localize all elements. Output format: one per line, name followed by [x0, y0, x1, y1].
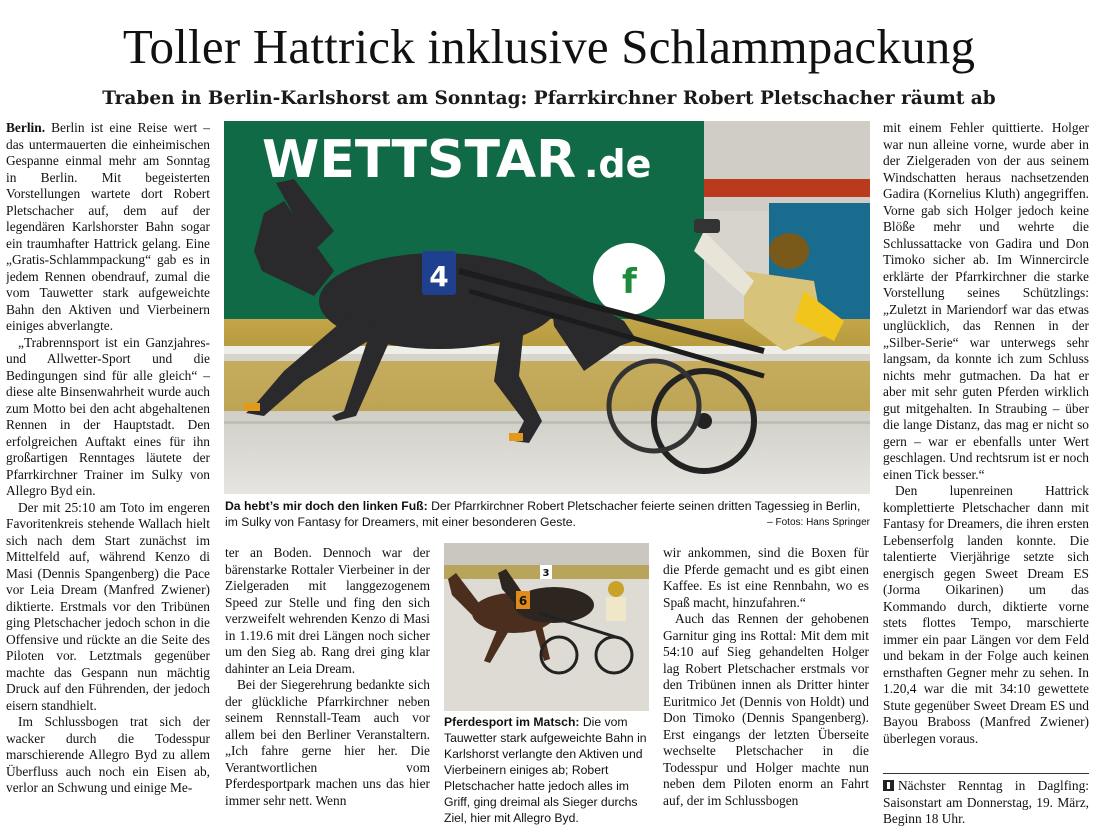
saddle-number-front: 6	[518, 594, 528, 608]
paragraph: mit einem Fehler quittierte. Holger war nun alleine vorne, wurde aber in der Zielgeraden von der aus seinem Windschatten heraus nachsetzenden Gadira (Kornelius Kluth) angegriffen. Vorne gab sich Holger jedoch keine Blöße mehr und wehrte die Schlussattacke von Gadira und Don Timoko sicher ab. Im Winnercircle erklärte der Pfarrkirchner die starke Vorstellung seines Schützlings: „Zuletzt in Mariendorf war das etwas unglücklich, das Rennen in der „Silber-Serie“ war unterwegs sehr langsam, da konnte ich zum Schluss nichts mehr gutmachen. Da hat er aber mit sehr guten Pferden wirklich gut mitgehalten. In Straubing – über die lange Distanz, das mag er nicht so gern – war er ebenfalls unter Wert geschlagen. Und rechtsrum ist er noch einen Tick besser.“	[883, 120, 1089, 482]
caption-text: Der Pfarrkirchner Robert Pletschacher feierte seinen dritten Tagessieg in Berlin, im Sulky von Fantasy for Dreamers, mit einer besonderen Geste.	[225, 499, 861, 529]
caption-text: Die vom Tauwetter stark aufgeweichte Bahn in Karlshorst verlangte den Aktiven und Vierbeinern einiges ab; Robert Pletschacher hatte jedoch alles im Griff, ging dreimal als Sieger durchs Ziel, hier mit Allegro Byd.	[444, 715, 647, 825]
info-divider	[883, 773, 1089, 774]
info-box	[883, 778, 1089, 828]
article-column-4	[663, 545, 869, 835]
paragraph: Der mit 25:10 am Toto im engeren Favoritenkreis stehende Wallach hielt sich nach dem Start zunächst im Mittelfeld auf, während Kenzo di Masi (Dennis Spangenberg) die Pace vor Leia Dream (Manfred Zwiener) diktierte. Erstmals vor den Tribünen ging Pletschacher jedoch schon in die Offensive und rückte an die Seite des Piloten vor. Letztmals gegenüber machte das Gespann nun mächtig Druck auf den Führenden, der jedoch eisern standhielt.	[6, 499, 210, 713]
paragraph: Bei der Siegerehrung bedankte sich der glückliche Pfarrkirchner neben seinem Rennstall-Team auch vor allem bei den Berliner Veranstaltern. „Ich fahre gerne hier her. Die Verantwortlichen vom Pferdesportpark machen uns das hier immer sehr nett. Wenn	[225, 677, 430, 808]
saddle-number-back: 3	[542, 568, 550, 579]
main-photo-caption	[225, 498, 870, 531]
article-column-2	[225, 545, 430, 835]
banner-logo-letter: f	[622, 262, 637, 302]
article-column-5	[883, 120, 1089, 770]
main-photo	[224, 121, 870, 494]
paragraph: wir ankommen, sind die Boxen für die Pferde gemacht und es gibt einen Kaffee. Es ist eine Rennbahn, wo es Spaß macht, hinzufahren.“	[663, 545, 869, 610]
article-subheadline: Traben in Berlin-Karlshorst am Sonntag: Pfarrkirchner Robert Pletschacher räumt ab	[102, 88, 996, 109]
paragraph	[6, 120, 210, 335]
paragraph: „Trabrennsport ist ein Ganzjahres- und Allwetter-Sport und die Bedingungen sind für alle gleich“ – diese alte Binsenwahrheit wurde auch zum Motto bei den acht abgehaltenen Rennen in der Hauptstadt. Den erfolgreichen Auftakt eines für ihn großartigen Renntages läutete der Pfarrkirchner Trainer im Sulky von Allegro Byd ein.	[6, 334, 210, 498]
paragraph: Auch das Rennen der gehobenen Garnitur ging ins Rottal: Mit dem mit 54:10 auf Sieg gehandelten Holger lag Robert Pletschacher erstmals vor den Tribünen innen als Dritter hinter Euritmico Jet (Dennis von Holdt) und Don Timoko (Dennis Spangenberg). Erst eingangs der letzten Überseite wechselte Pletschacher in die Todesspur und Holger machte nun neben dem Piloten enorm an Fahrt auf, der im Schlussbogen	[663, 611, 869, 808]
banner-suffix: .de	[584, 142, 652, 186]
trotting-race-photo	[224, 121, 870, 494]
secondary-photo	[444, 543, 649, 711]
paragraph: Im Schlussbogen trat sich der wacker durch die Todesspur marschierende Allegro Byd zu allem Überfluss auch noch ein Eisen ab, verlor an Schwung und einige Me-	[6, 714, 210, 795]
dateline: Berlin.	[6, 120, 46, 135]
paragraph-text: Berlin ist eine Reise wert – das untermauerten die einheimischen Gespanne einmal mehr am Sonntag in Berlin. Mit begeisterten Vorstellungen wartete dort Robert Pletschacher auf, dem auf der legendären Karlshorster Bahn sogar ein traumhafter Hattrick gelang. Eine „Gratis-Schlammpackung“ gab es in jedem Rennen obendrauf, zumal die vom Tauwetter stark aufgeweichte Bahn den Aktiven und Vierbeinern einiges abverlangte.	[6, 120, 210, 333]
muddy-race-photo	[444, 543, 649, 711]
secondary-photo-caption	[444, 714, 650, 826]
info-icon	[883, 780, 894, 791]
caption-lead: Da hebt’s mir doch den linken Fuß:	[225, 499, 428, 513]
photo-credit: – Fotos: Hans Springer	[767, 517, 870, 528]
article-headline: Toller Hattrick inklusive Schlammpackung	[122, 19, 976, 74]
paragraph: ter an Boden. Dennoch war der bärenstarke Rottaler Vierbeiner in der Zielgeraden mit langgezogenem Speed zur Stelle und fing den sich verzweifelt wehrenden Kenzo di Masi in 1.19.6 mit drei Längen noch sicher um den Sieg ab. Rang drei ging klar dahinter an Leia Dream.	[225, 545, 430, 676]
info-text: Nächster Renntag in Daglfing: Saisonstart am Donnerstag, 19. März, Beginn 18 Uhr.	[883, 778, 1089, 826]
article-column-1	[6, 120, 210, 835]
caption-lead: Pferdesport im Matsch:	[444, 715, 580, 729]
saddle-number: 4	[429, 260, 449, 293]
banner-text: WETTSTAR	[262, 130, 577, 190]
paragraph: Den lupenreinen Hattrick komplettierte Pletschacher dann mit Fantasy for Dreamers, die ihren ersten Lebenserfolg landen konnte. Die talentierte Vierjährige setzte sich energisch gegen Sweet Dream ES (Jorma Oikarinen) um das Kommando durch, diktierte vorne stets flottes Tempo, marschierte immer ein paar Längen vor dem Feld und bekam in der Folge auch keinen ernsthaften Gegner mehr zu sehen. In 1.20,4 war die mit 34:10 gewettete Stute gegenüber Sweet Dream ES und Bayou Braboss (Manfred Zwiener) überlegen voraus.	[883, 483, 1089, 746]
